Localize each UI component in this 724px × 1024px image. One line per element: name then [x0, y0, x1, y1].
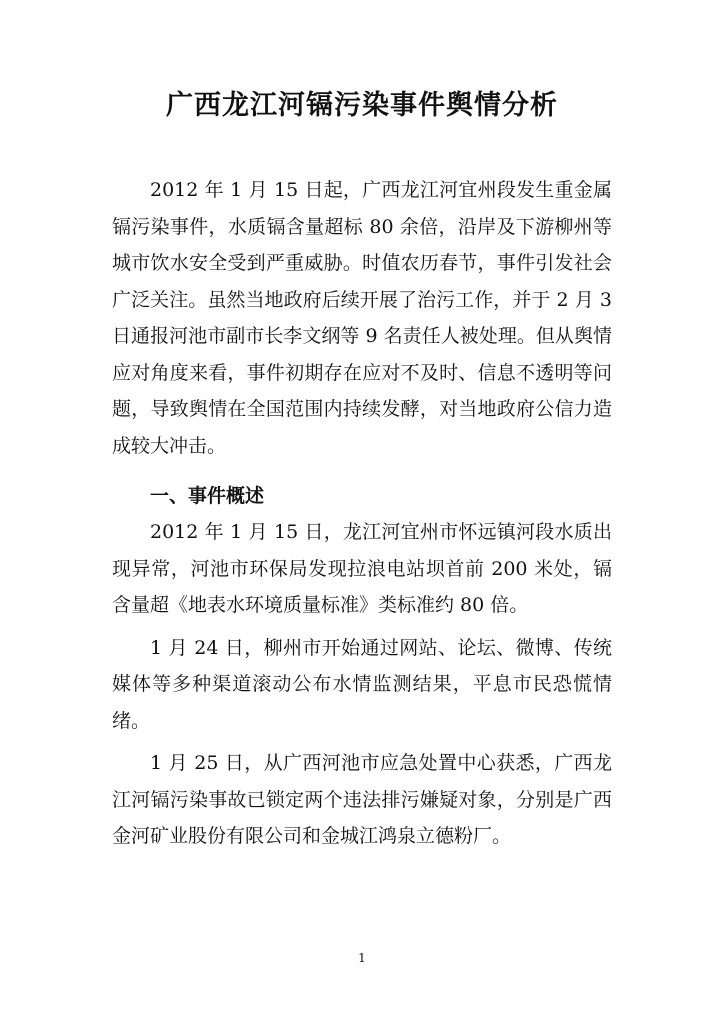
document-title: 广西龙江河镉污染事件舆情分析 — [166, 90, 558, 121]
section-paragraph-jan-24: 1 月 24 日，柳州市开始通过网站、论坛、微博、传统媒体等多种渠道滚动公布水情监测结果，平息市民恐慌情绪。 — [112, 636, 612, 732]
section-heading-event-overview: 一、事件概述 — [150, 485, 265, 507]
document-body — [112, 172, 612, 855]
intro-paragraph: 2012 年 1 月 15 日起，广西龙江河宜州段发生重金属镉污染事件，水质镉含量超标 80 余倍，沿岸及下游柳州等城市饮水安全受到严重威胁。时值农历春节，事件引发社会广泛关注。虽然当地政府后续开展了治污工作，并于 2 月 3 日通报河池市副市长李文纲等 9 名责任人被处理。但从舆情应对角度来看，事件初期存在应对不及时、信息不透明等问题，导致舆情在全国范围内持续发酵，对当地政府公信力造成较大冲击。 — [112, 179, 613, 457]
section-paragraph-jan-25: 1 月 25 日，从广西河池市应急处置中心获悉，广西龙江河镉污染事故已锁定两个违法排污嫌疑对象，分别是广西金河矿业股份有限公司和金城江鸿泉立德粉厂。 — [112, 752, 612, 847]
section-paragraph-jan-15: 2012 年 1 月 15 日，龙江河宜州市怀远镇河段水质出现异常，河池市环保局发现拉浪电站坝首前 200 米处，镉含量超《地表水环境质量标准》类标准约 80 倍。 — [112, 521, 612, 616]
page-number: 1 — [358, 951, 366, 965]
